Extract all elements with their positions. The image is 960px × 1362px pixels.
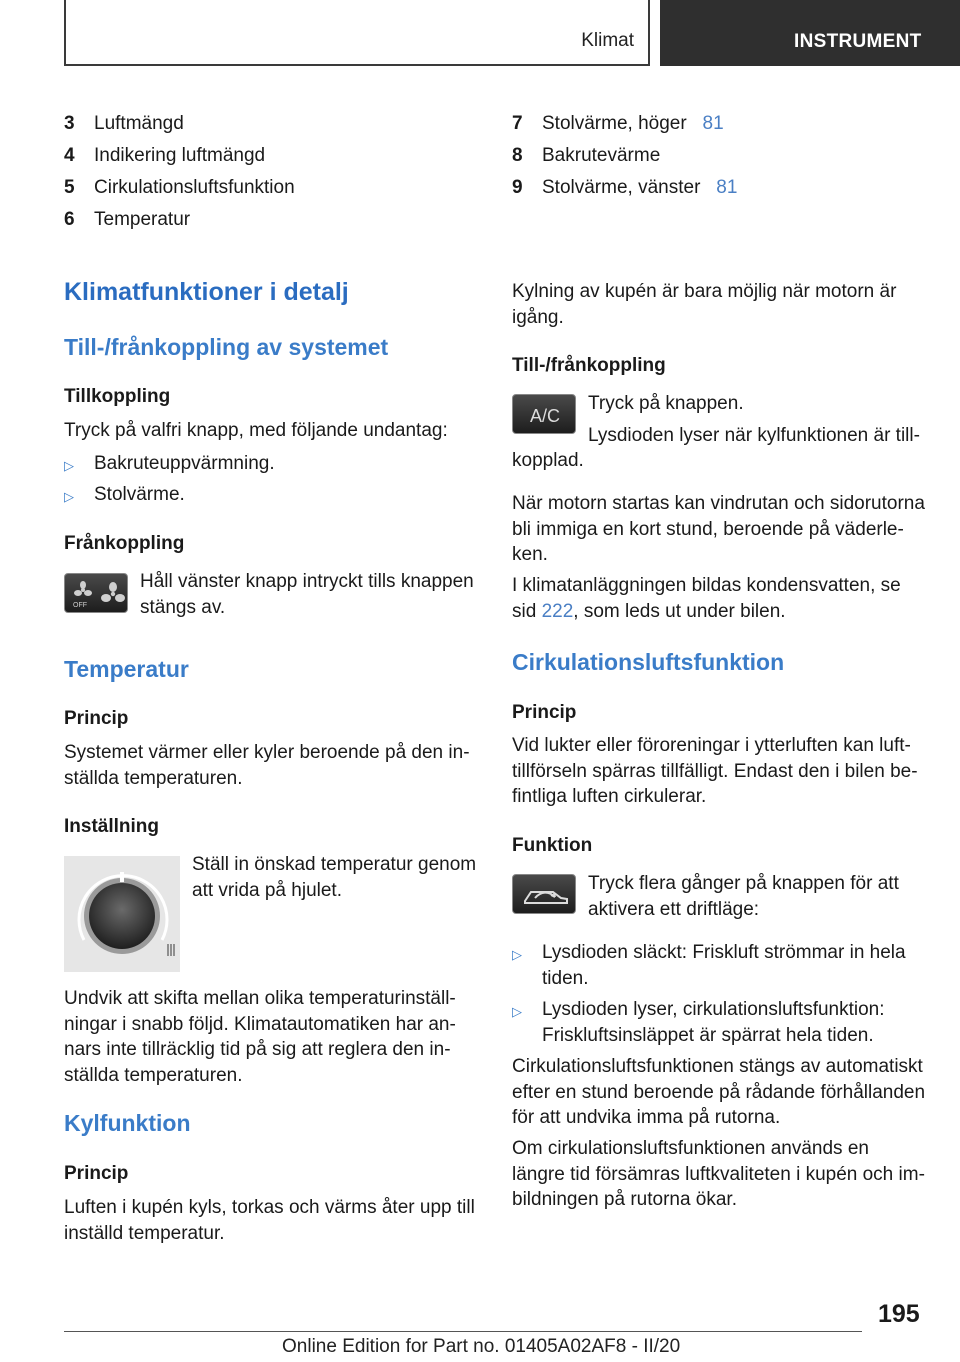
main-heading: Klimatfunktioner i detalj (64, 278, 349, 306)
recirculation-car-icon (513, 875, 577, 915)
paragraph: Håll vänster knapp intryckt tills knappen stängs av. (140, 571, 474, 618)
list-item: 6 Temperatur (64, 209, 191, 230)
legend-list-left (64, 112, 478, 240)
footer-edition: Online Edition for Part no. 01405A02AF8 - II/20 (282, 1336, 681, 1357)
page-number: 195 (878, 1300, 920, 1328)
legend-list-right (512, 112, 926, 208)
triangle-bullet-icon: ▷ (64, 458, 74, 473)
header-section-title: Klimat (581, 30, 634, 51)
paragraph: Vid lukter eller föroreningar i ytterluften kan luft- tillförseln spärras tillfälligt. Endast den i bilen be- fintliga luften cirkulerar. (512, 735, 918, 807)
ac-button-image (512, 394, 576, 434)
section-heading-cirkulation: Cirkulationsluftsfunktion (512, 649, 785, 675)
page-ref-link[interactable]: 222 (541, 600, 574, 622)
header-chapter-title: INSTRUMENT (794, 31, 922, 52)
fan-icon (65, 574, 129, 614)
paragraph: Tryck på valfri knapp, med följande undantag: (64, 420, 448, 441)
dial-icon (64, 856, 180, 972)
list-item: 7 Stolvärme, höger 81 (512, 113, 724, 134)
paragraph: Systemet värmer eller kyler beroende på den in- ställda temperaturen. (64, 742, 470, 789)
list-item: 5 Cirkulationsluftsfunktion (64, 177, 295, 198)
triangle-bullet-icon: ▷ (512, 947, 522, 962)
paragraph: kopplad. (512, 450, 584, 471)
paragraph: När motorn startas kan vindrutan och sidorutorna bli immiga en kort stund, beroende på väderle- ken. (512, 493, 925, 565)
subheading-frankoppling: Frånkoppling (64, 533, 185, 554)
header-chapter-tab (660, 0, 960, 66)
paragraph: Om cirkulationsluftsfunktionen används en längre tid försämras luftkvaliteten i kupén och im- bildningen på rutorna ökar. (512, 1138, 925, 1210)
subheading-princip: Princip (64, 708, 129, 729)
subheading-funktion: Funktion (512, 835, 593, 856)
paragraph: Ställ in önskad temperatur genom att vrida på hjulet. (192, 854, 477, 901)
temperature-dial-image (64, 856, 180, 972)
paragraph: Kylning av kupén är bara möjlig när motorn är igång. (512, 281, 897, 328)
paragraph: Undvik att skifta mellan olika temperaturinställ- ningar i snabb följd. Klimatautomatiken har an- nars inte tillräcklig tid på sig att reglera den in- ställda temperaturen. (64, 988, 456, 1086)
section-heading-temperatur: Temperatur (64, 656, 189, 682)
paragraph: Tryck flera gånger på knappen för att aktivera ett driftläge: (588, 873, 899, 920)
subheading-tillkoppling: Tillkoppling (64, 386, 171, 407)
subheading-princip: Princip (512, 702, 577, 723)
paragraph: Tryck på knappen. Lysdioden lyser när kylfunktionen är till- (588, 393, 920, 446)
list-item: 9 Stolvärme, vänster 81 (512, 177, 738, 198)
paragraph: Cirkulationsluftsfunktionen stängs av automatiskt efter en stund beroende på rådande förhållanden för att undvika imma på rutorna. (512, 1056, 926, 1128)
off-fan-button-image (64, 573, 128, 613)
page-ref-link[interactable]: 81 (702, 113, 724, 134)
triangle-bullet-icon: ▷ (64, 489, 74, 504)
ac-icon (513, 395, 577, 435)
footer-divider (64, 1331, 862, 1332)
recirculation-button-image (512, 874, 576, 914)
triangle-bullet-icon: ▷ (512, 1004, 522, 1019)
paragraph: Luften i kupén kyls, torkas och värms åter upp till inställd temperatur. (64, 1197, 475, 1244)
header-section-box (64, 0, 650, 66)
section-heading-onoff: Till-/frånkoppling av systemet (64, 334, 389, 360)
subheading-till-frankoppling: Till-/frånkoppling (512, 355, 666, 376)
ac-label: A/C (529, 406, 561, 426)
paragraph: I klimatanläggningen bildas kondensvatten, se sid 222, som leds ut under bilen. (512, 575, 901, 622)
page-ref-link[interactable]: 81 (716, 177, 738, 198)
off-label: OFF (73, 602, 87, 609)
subheading-installning: Inställning (64, 816, 159, 837)
section-heading-kylfunktion: Kylfunktion (64, 1110, 191, 1136)
list-item: 4 Indikering luftmängd (64, 145, 266, 166)
list-item: 8 Bakrutevärme (512, 145, 661, 166)
list-item: 3 Luftmängd (64, 113, 184, 134)
subheading-princip: Princip (64, 1163, 129, 1184)
